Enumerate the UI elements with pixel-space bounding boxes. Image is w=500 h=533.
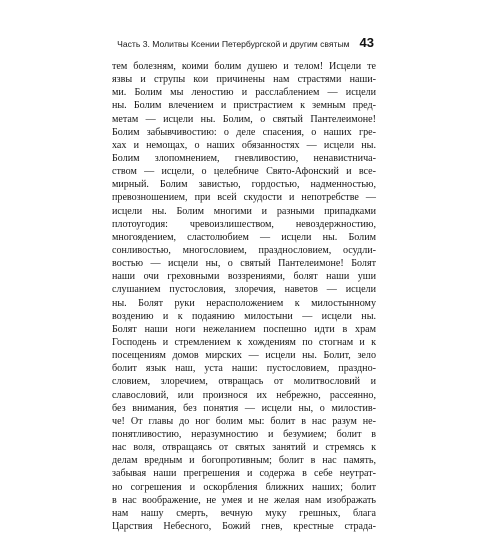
text-line: но согрешения и оскорбления ближних наших; болит xyxy=(112,481,376,493)
text-line: словием, злоречием, отвращась от молитвословий и xyxy=(112,376,376,388)
running-head-title: Часть 3. Молитвы Ксении Петербургской и другим святым xyxy=(117,39,350,49)
text-line: наши очи греховными воззрениями, болят наши уши xyxy=(112,271,376,283)
text-line: тем болезням, коими болим душею и телом! Исцели те xyxy=(112,61,376,72)
text-line: делам вредным и богопротивным; болит в нас память, xyxy=(112,455,376,467)
text-line: понятливостию, неразумностию и безумием; болит в xyxy=(112,428,376,440)
text-line: без внимания, без понятия — исцели ны, о милостив- xyxy=(112,402,376,414)
text-line: сонливостью, многословием, празднословием, осудли- xyxy=(112,244,376,256)
text-line: востью — исцели ны, о святый Пантелеимоне! Болят xyxy=(112,258,376,270)
text-line: Болим злопомнением, гневливостию, ненавистнича- xyxy=(112,152,376,164)
text-line: воздению и к подаянию милостыни — исцели ны. xyxy=(112,310,376,322)
text-line: превозношением, при всей скудости и непотребстве — xyxy=(112,192,376,204)
text-line: славословий, или произнося их небрежно, рассеянно, xyxy=(112,389,376,401)
text-line: Господень и стремлением к хождениям по стогнам и к xyxy=(112,336,376,348)
text-line: язвы и струпы кои причинены нам страстями наши- xyxy=(112,74,376,86)
page-number: 43 xyxy=(359,35,374,50)
running-head xyxy=(112,36,374,52)
text-line: посещениям домов мирских — исцели ны. Болит, зело xyxy=(112,350,376,362)
text-line: Болим забывчивостию: о деле спасения, о наших гре- xyxy=(112,126,376,138)
text-line: ми. Болим мы леностию и расслаблением — исцели xyxy=(112,87,376,99)
text-line: че! От главы до ног болим мы: болит в нас разум не- xyxy=(112,415,376,427)
text-line: метам — исцели ны. Болим, о святый Пантелеимоне! xyxy=(112,113,376,125)
text-line: мирный. Болим завистью, гордостью, надменностью, xyxy=(112,179,376,191)
body-text xyxy=(112,60,376,533)
text-line: ны. Болим влечением и пристрастием к земным пред- xyxy=(112,100,376,112)
text-line: исцели ны. Болим многими и разными припадками xyxy=(112,205,376,217)
text-line: болит язык наш, уста наши: пустословием, праздно- xyxy=(112,363,376,375)
text-line: ством — исцели, о целебниче Свято-Афонский и все- xyxy=(112,166,376,178)
text-line: Болят наши ноги нежеланием поспешно идти в храм xyxy=(112,323,376,335)
text-line: ны. Болят руки нерасположением к милостынному xyxy=(112,297,376,309)
text-line: нам нашу смерть, вечную муку грешных, блага xyxy=(112,507,376,519)
text-line: хах и немощах, о наших обязанностях — исцели ны. xyxy=(112,139,376,151)
text-line: многоядением, сластолюбием — исцели ны. Болим xyxy=(112,231,376,243)
text-line: Царствия Небесного, Божий гнев, крестные страда- xyxy=(112,520,376,532)
text-line: в нас воображение, не умея и не желая нам изображать xyxy=(112,494,376,506)
text-line: слушанием пустословия, злоречия, наветов — исцели xyxy=(112,284,376,296)
text-line: нас воля, отвращаясь от святых занятий и стремясь к xyxy=(112,442,376,454)
text-line: забывая наши прегрешения и содержа в себе неутрат- xyxy=(112,468,376,480)
text-line: плотоугодия: чревоизлишеством, невоздержностию, xyxy=(112,218,376,230)
